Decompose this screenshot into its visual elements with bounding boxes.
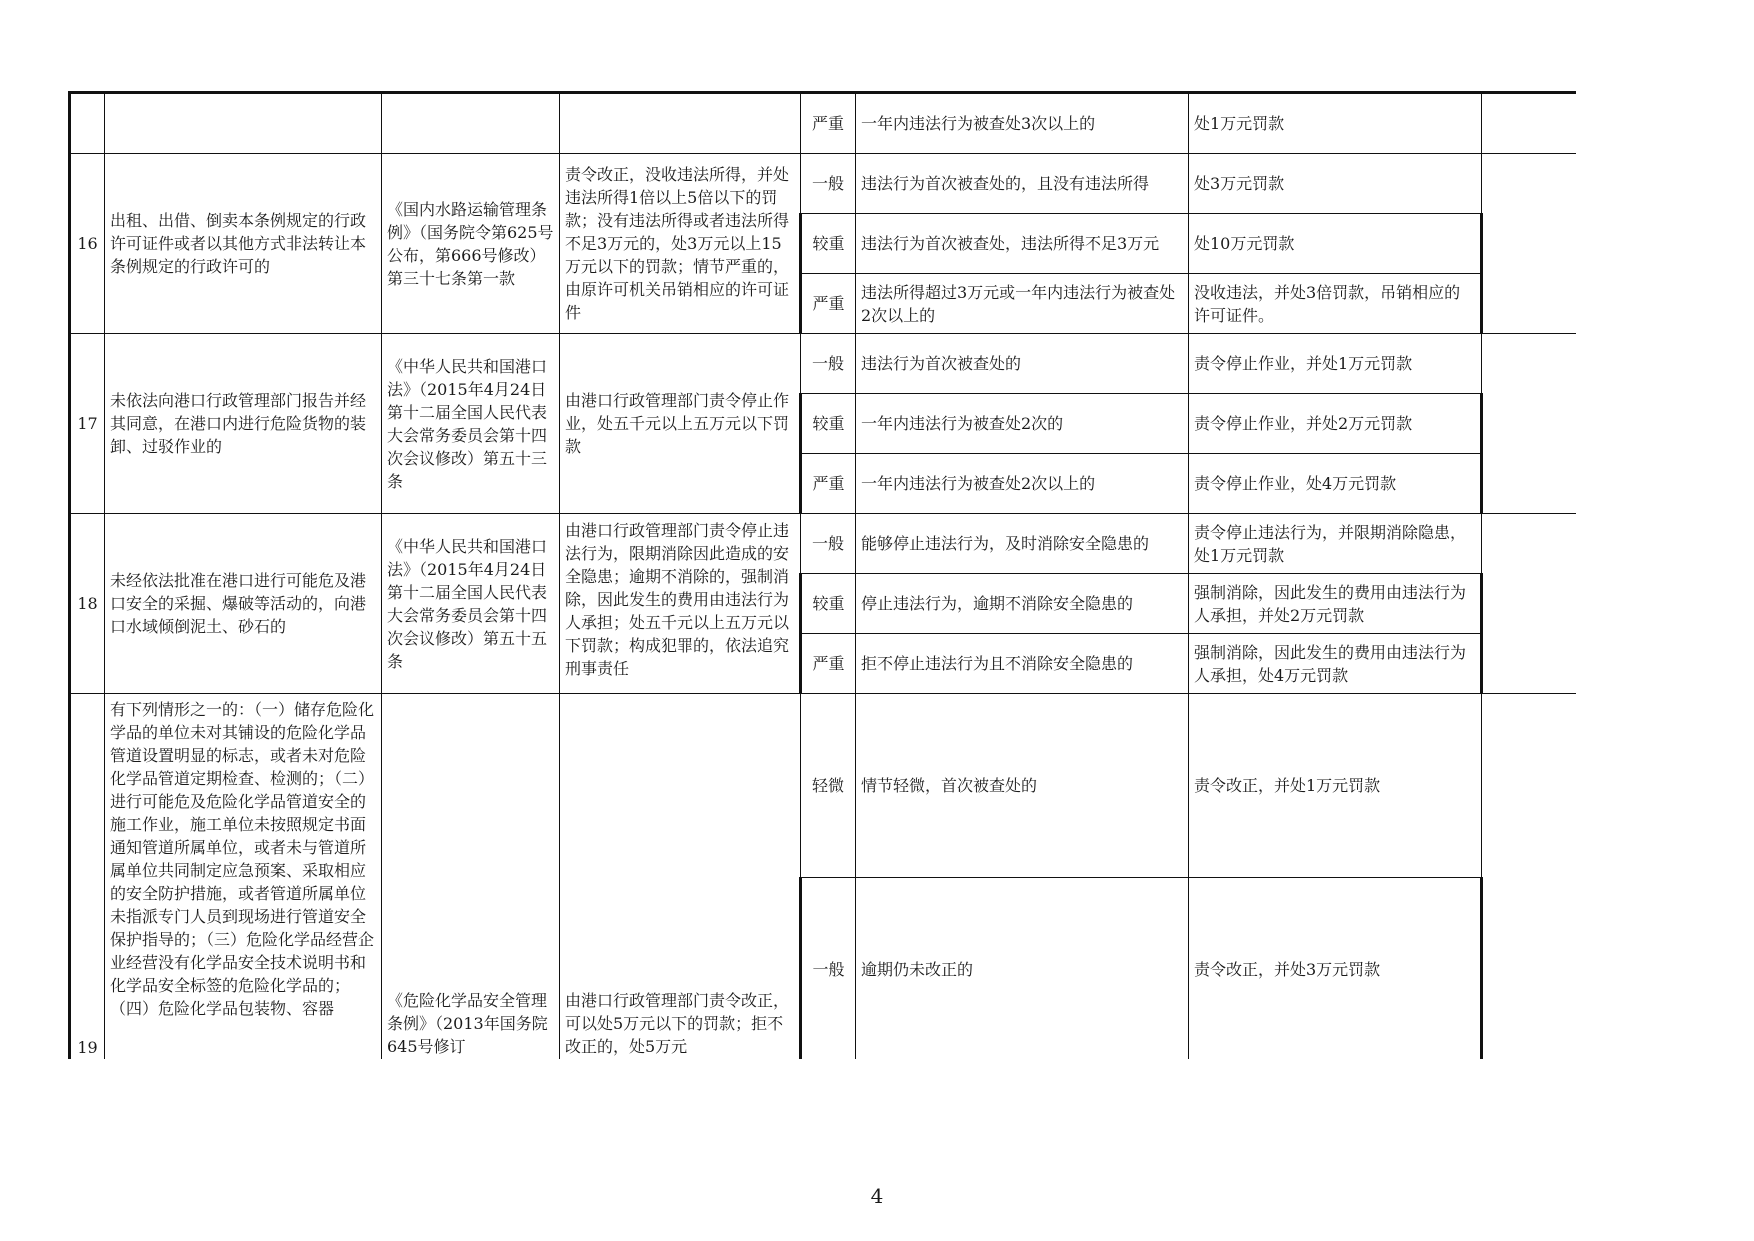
row-number: 16 [70, 154, 105, 334]
penalty-provision: 由港口行政管理部门责令改正，可以处5万元以下的罚款；拒不改正的，处5万元 [560, 694, 801, 1060]
severity-level: 一般 [801, 878, 856, 1060]
remarks-cell [1482, 694, 1577, 1060]
circumstance: 停止违法行为，逾期不消除安全隐患的 [856, 574, 1189, 634]
severity-level: 严重 [801, 93, 856, 154]
violation-behavior-text: 有下列情形之一的：（一）储存危险化学品的单位未对其铺设的危险化学品管道设置明显的标志，或者未对危险化学品管道定期检查、检测的；（二）进行可能危及危险化学品管道安全的施工作业，施工单位未按照规定书面通知管道所属单位，或者未与管道所属单位共同制定应急预案、采取相应的安全防护措施，或者管道所属单位未指派专门人员到现场进行管道安全保护指导的；（三）危险化学品经营企业经营没有化学品安全技术说明书和化学品安全标签的危险化学品的；（四）危险化学品包装物、容器 [110, 699, 375, 1018]
remarks-cell [1482, 93, 1577, 154]
penalty-standard: 强制消除，因此发生的费用由违法行为人承担，处4万元罚款 [1189, 634, 1482, 694]
circumstance: 违法行为首次被查处的 [856, 334, 1189, 394]
severity-level: 严重 [801, 634, 856, 694]
circumstance: 一年内违法行为被查处2次以上的 [856, 454, 1189, 514]
legal-basis: 《危险化学品安全管理条例》（2013年国务院645号修订 [382, 694, 560, 1060]
penalty-provision [560, 93, 801, 154]
circumstance: 能够停止违法行为，及时消除安全隐患的 [856, 514, 1189, 574]
violation-behavior: 未经依法批准在港口进行可能危及港口安全的采掘、爆破等活动的，向港口水域倾倒泥土、砂石的 [105, 514, 382, 694]
violation-behavior: 未依法向港口行政管理部门报告并经其同意，在港口内进行危险货物的装卸、过驳作业的 [105, 334, 382, 514]
severity-level: 一般 [801, 514, 856, 574]
circumstance: 逾期仍未改正的 [856, 878, 1189, 1060]
severity-level: 严重 [801, 274, 856, 334]
circumstance: 情节轻微，首次被查处的 [856, 694, 1189, 878]
penalty-standard: 责令停止作业，处4万元罚款 [1189, 454, 1482, 514]
penalty-standard: 处3万元罚款 [1189, 154, 1482, 214]
legal-basis: 《中华人民共和国港口法》（2015年4月24日第十二届全国人民代表大会常务委员会第十四次会议修改）第五十五条 [382, 514, 560, 694]
legal-basis: 《中华人民共和国港口法》（2015年4月24日第十二届全国人民代表大会常务委员会第十四次会议修改）第五十三条 [382, 334, 560, 514]
circumstance: 违法所得超过3万元或一年内违法行为被查处2次以上的 [856, 274, 1189, 334]
severity-level: 较重 [801, 574, 856, 634]
row-number [70, 93, 105, 154]
penalty-standard: 处10万元罚款 [1189, 214, 1482, 274]
legal-basis: 《国内水路运输管理条例》（国务院令第625号公布，第666号修改）第三十七条第一款 [382, 154, 560, 334]
penalty-provision-text: 由港口行政管理部门责令停止违法行为，限期消除因此造成的安全隐患；逾期不消除的，强制消除，因此发生的费用由违法行为人承担；处五千元以上五万元以下罚款；构成犯罪的，依法追究刑事责任 [565, 520, 790, 678]
circumstance: 拒不停止违法行为且不消除安全隐患的 [856, 634, 1189, 694]
remarks-cell [1482, 154, 1577, 334]
remarks-cell [1482, 334, 1577, 514]
severity-level: 一般 [801, 334, 856, 394]
legal-basis [382, 93, 560, 154]
penalty-provision: 由港口行政管理部门责令停止作业，处五千元以上五万元以下罚款 [560, 334, 801, 514]
table-row [70, 154, 1577, 214]
row-number: 19 [70, 694, 105, 1060]
penalty-standard: 责令停止作业，并处1万元罚款 [1189, 334, 1482, 394]
severity-level: 轻微 [801, 694, 856, 878]
penalty-standard: 没收违法，并处3倍罚款，吊销相应的许可证件。 [1189, 274, 1482, 334]
penalty-standard: 责令停止作业，并处2万元罚款 [1189, 394, 1482, 454]
violation-behavior [105, 93, 382, 154]
penalty-standard: 责令改正，并处1万元罚款 [1189, 694, 1482, 878]
severity-level: 较重 [801, 394, 856, 454]
penalty-standard: 责令停止违法行为，并限期消除隐患，处1万元罚款 [1189, 514, 1482, 574]
page-number: 4 [870, 1184, 884, 1208]
table-row [70, 514, 1577, 574]
circumstance: 违法行为首次被查处，违法所得不足3万元 [856, 214, 1189, 274]
violation-behavior: 出租、出借、倒卖本条例规定的行政许可证件或者以其他方式非法转让本条例规定的行政许可的 [105, 154, 382, 334]
violation-behavior [105, 694, 382, 1060]
table-row [70, 93, 1577, 154]
penalty-standard: 强制消除，因此发生的费用由违法行为人承担，并处2万元罚款 [1189, 574, 1482, 634]
severity-level: 一般 [801, 154, 856, 214]
circumstance: 一年内违法行为被查处2次的 [856, 394, 1189, 454]
severity-level: 较重 [801, 214, 856, 274]
row-number: 18 [70, 514, 105, 694]
penalty-standard-table [68, 91, 1576, 1059]
penalty-standard: 责令改正，并处3万元罚款 [1189, 878, 1482, 1060]
table-row [70, 694, 1577, 878]
row-number: 17 [70, 334, 105, 514]
severity-level: 严重 [801, 454, 856, 514]
table-row [70, 334, 1577, 394]
circumstance: 一年内违法行为被查处3次以上的 [856, 93, 1189, 154]
penalty-standard: 处1万元罚款 [1189, 93, 1482, 154]
circumstance: 违法行为首次被查处的，且没有违法所得 [856, 154, 1189, 214]
penalty-provision [560, 514, 801, 694]
penalty-provision: 责令改正，没收违法所得，并处违法所得1倍以上5倍以下的罚款；没有违法所得或者违法所得不足3万元的，处3万元以上15万元以下的罚款；情节严重的，由原许可机关吊销相应的许可证件 [560, 154, 801, 334]
remarks-cell [1482, 514, 1577, 694]
